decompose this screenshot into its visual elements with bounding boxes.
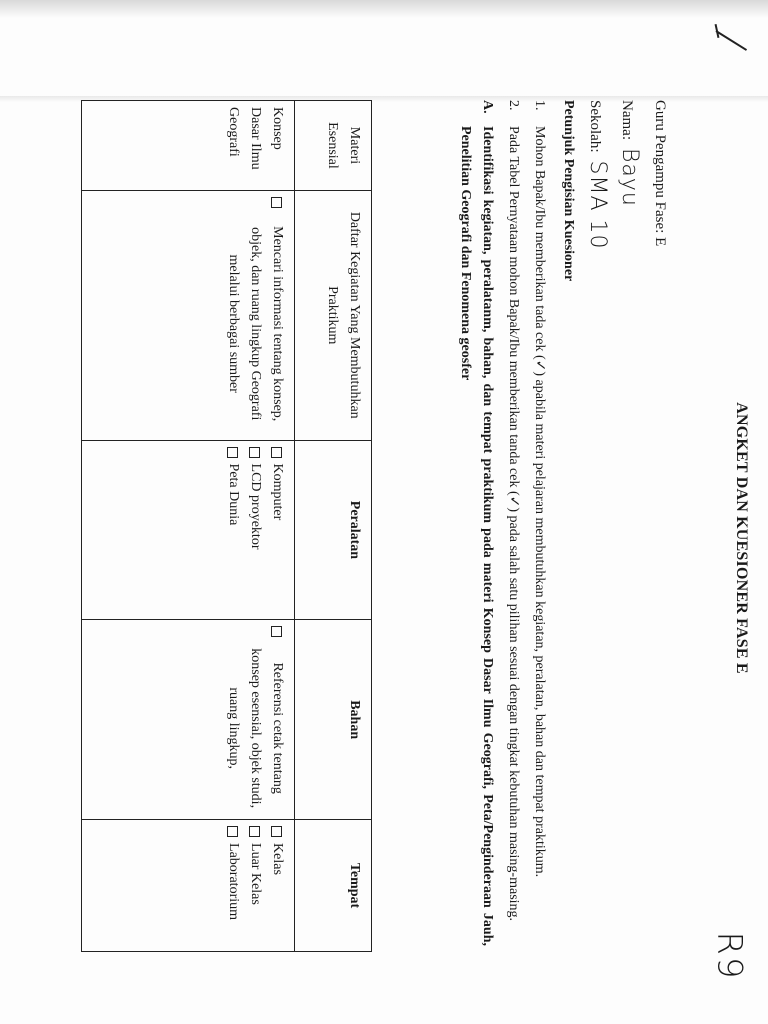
header-materi: Materi Esensial [295,101,372,191]
table-row [82,101,295,952]
table-header-row [295,101,372,952]
kegiatan-option: Mencari informasi tentang konsep, objek, dan ruang lingkup Geografi melalui berbagai sumber [222,197,288,434]
tempat-option: Kelas [266,826,288,945]
peralatan-option: LCD proyektor [244,447,266,614]
checkbox[interactable] [249,826,260,837]
checkbox[interactable] [271,826,282,837]
instructions-heading: Petunjuk Pengisian Kuesioner [561,100,576,282]
header-peralatan: Peralatan [295,440,372,620]
checkbox[interactable] [227,826,238,837]
section-a-heading: A. Identifikasi kegiatan, peralatanm, bahan, dan tempat praktikum pada materi Konsep Dasar Ilmu Geografi, Peta/Penginderaan Jauh, Penelitian Geografi dan Fenomena geosfer [458,100,495,946]
scan-edge [0,0,768,18]
nama-label: Nama: [619,100,635,140]
praktikum-table [81,100,372,952]
sekolah-field [585,100,610,249]
peralatan-option: Komputer [266,447,288,614]
cell-kegiatan [82,190,295,440]
checkbox[interactable] [227,447,238,458]
pen-stroke-mark [715,30,747,51]
tempat-option: Laboratorium [222,826,244,945]
cell-bahan [82,620,295,820]
header-kegiatan: Daftar Kegiatan Yang Membutuhkan Praktikum [295,190,372,440]
checkbox[interactable] [271,197,282,208]
bahan-option: Referensi cetak tentang konsep esensial, objek studi, ruang lingkup, [222,626,288,813]
header-tempat: Tempat [295,820,372,952]
instructions-list [450,100,550,946]
peralatan-option: Peta Dunia [222,447,244,614]
checkbox[interactable] [271,447,282,458]
nama-value: Bayu [617,147,642,207]
cell-tempat [82,820,295,952]
page-title: ANGKET DAN KUESIONER FASE E [733,402,750,674]
cell-materi: Konsep Dasar Ilmu Geografi [82,101,295,191]
sekolah-value: SMA 10 [585,160,610,250]
header-bahan: Bahan [295,620,372,820]
instruction-item: 1. Mohon Bapak/Ibu memberikan tada cek (✓) apabila materi pelajaran membutuhkan kegiatan, peralatan, bahan dan tempat praktikum. [532,100,547,878]
nama-field [617,100,642,207]
tempat-option: Luar Kelas [244,826,266,945]
rotated-page [48,88,760,988]
cell-peralatan [82,440,295,620]
checkbox[interactable] [249,447,260,458]
guru-label: Guru Pengampu Fase: E [652,100,668,247]
sekolah-label: Sekolah: [587,100,603,153]
instruction-item: 2. Pada Tabel Pernyataan mohon Bapak/Ibu memberikan tanda cek (✓) pada salah satu pilihan sesuai dengan tingkat kebutuhan masing-masing. [506,100,521,922]
checkbox[interactable] [271,626,282,637]
page-mark: R9 [709,931,750,981]
